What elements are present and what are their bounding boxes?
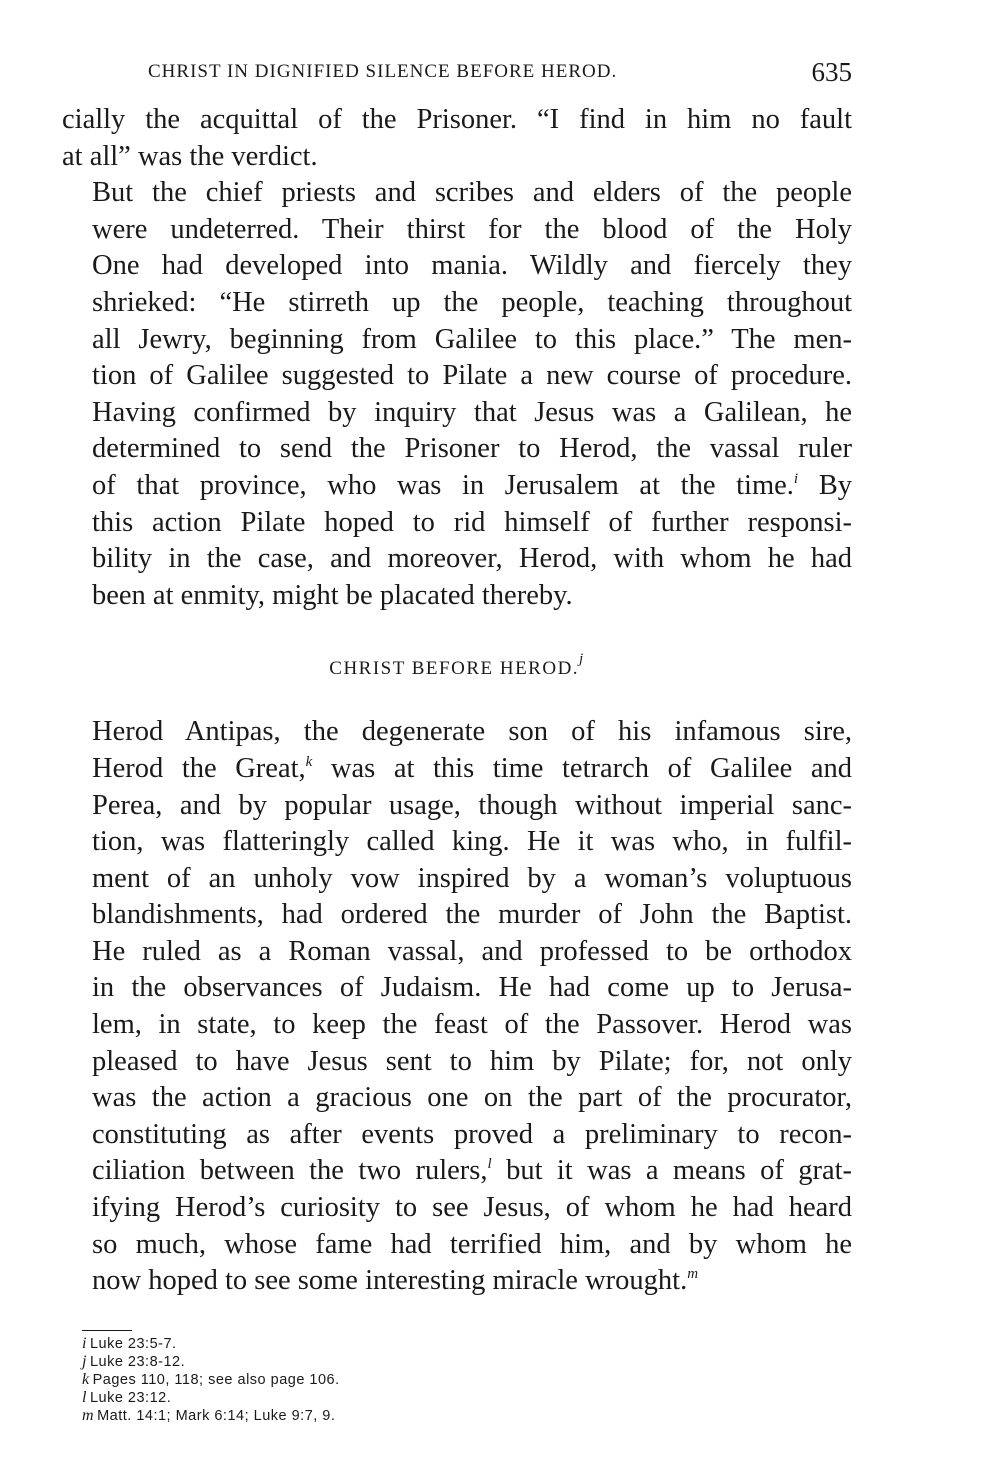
- text-line: in the observances of Judaism. He had come up to Jerusa-: [92, 972, 852, 1004]
- footnote-j: [82, 1353, 852, 1371]
- page-number: 635: [811, 57, 852, 87]
- footnote-mark: l: [82, 1388, 87, 1406]
- line-text: but it was a means of grat-: [506, 1155, 853, 1187]
- footnote-text: Pages 110, 118; see also page 106.: [92, 1371, 340, 1388]
- text-line: at all” was the verdict.: [62, 140, 318, 172]
- paragraph-herod-antipas: [62, 714, 852, 1300]
- book-page: [62, 52, 852, 1425]
- text-line: ifying Herod’s curiosity to see Jesus, of whom he had heard: [92, 1192, 852, 1224]
- footnote-k: [82, 1371, 852, 1389]
- text-line: Having confirmed by inquiry that Jesus was a Galilean, he: [92, 396, 852, 428]
- text-line: [62, 751, 852, 788]
- text-line: this action Pilate hoped to rid himself of further responsi-: [92, 506, 852, 538]
- text-line: was the action a gracious one on the part of the procurator,: [92, 1082, 852, 1114]
- section-heading-text: CHRIST BEFORE HEROD.: [329, 658, 580, 680]
- section-heading: [62, 651, 852, 684]
- footnote-mark: i: [82, 1334, 87, 1352]
- text-line: But the chief priests and scribes and elders of the people: [92, 177, 852, 209]
- footnote-mark: k: [82, 1370, 90, 1388]
- paragraph-chief-priests: [62, 175, 852, 614]
- text-line: One had developed into mania. Wildly and fiercely they: [92, 250, 852, 282]
- footnote-divider: [82, 1330, 132, 1331]
- text-line: pleased to have Jesus sent to him by Pilate; for, not only: [92, 1045, 852, 1077]
- text-line: tion, was flatteringly called king. He it was who, in fulfil-: [92, 826, 852, 858]
- text-line: shrieked: “He stirreth up the people, teaching throughout: [92, 286, 852, 318]
- paragraph-continued: [62, 102, 852, 175]
- footnote-text: Luke 23:5-7.: [89, 1335, 177, 1352]
- running-header: [62, 52, 852, 102]
- text-line: bility in the case, and moreover, Herod, with whom he had: [92, 543, 852, 575]
- text-line: He ruled as a Roman vassal, and professed to be orthodox: [92, 935, 852, 967]
- line-text: Herod the Great,: [92, 752, 306, 784]
- text-line: been at enmity, might be placated thereby.: [92, 579, 573, 611]
- line-text: By: [818, 469, 852, 501]
- footnote-text: Matt. 14:1; Mark 6:14; Luke 9:7, 9.: [97, 1407, 336, 1424]
- line-text: of that province, who was in Jerusalem at the time.: [92, 469, 794, 501]
- text-line: [62, 1153, 852, 1190]
- footnotes: [82, 1335, 852, 1425]
- footnote-mark: j: [82, 1352, 87, 1370]
- footnote-ref-i[interactable]: i: [793, 470, 799, 487]
- footnote-m: [82, 1407, 852, 1425]
- line-text: was at this time tetrarch of Galilee and: [330, 752, 852, 784]
- footnote-text: Luke 23:8-12.: [89, 1353, 186, 1370]
- text-line: ment of an unholy vow inspired by a woman’s voluptuous: [92, 862, 852, 894]
- text-line: cially the acquittal of the Prisoner. “I find in him no fault: [62, 104, 852, 135]
- footnote-mark: m: [82, 1406, 95, 1424]
- text-line: all Jewry, beginning from Galilee to this place.” The men-: [92, 323, 852, 355]
- footnote-ref-k[interactable]: k: [305, 753, 313, 770]
- text-line: tion of Galilee suggested to Pilate a new course of procedure.: [92, 360, 852, 392]
- running-title: CHRIST IN DIGNIFIED SILENCE BEFORE HEROD.: [148, 61, 618, 82]
- text-line: determined to send the Prisoner to Herod, the vassal ruler: [92, 433, 852, 465]
- text-line: were undeterred. Their thirst for the blood of the Holy: [92, 213, 852, 245]
- text-line: [62, 468, 852, 505]
- footnote-i: [82, 1335, 852, 1353]
- footnote-text: Luke 23:12.: [89, 1389, 172, 1406]
- text-line: constituting as after events proved a preliminary to recon-: [92, 1118, 852, 1150]
- footnote-ref-j[interactable]: j: [579, 651, 585, 668]
- line-text: now hoped to see some interesting miracle wrought.: [92, 1265, 688, 1297]
- text-line: blandishments, had ordered the murder of John the Baptist.: [92, 899, 852, 931]
- footnote-ref-m[interactable]: m: [687, 1266, 699, 1283]
- text-line: [62, 1263, 852, 1300]
- line-text: ciliation between the two rulers,: [92, 1155, 488, 1187]
- text-line: lem, in state, to keep the feast of the Passover. Herod was: [92, 1009, 852, 1041]
- footnote-ref-l[interactable]: l: [487, 1156, 492, 1173]
- text-line: so much, whose fame had terrified him, and by whom he: [92, 1228, 852, 1260]
- text-line: Perea, and by popular usage, though without imperial sanc-: [92, 789, 852, 821]
- text-line: Herod Antipas, the degenerate son of his infamous sire,: [92, 716, 852, 748]
- footnote-l: [82, 1389, 852, 1407]
